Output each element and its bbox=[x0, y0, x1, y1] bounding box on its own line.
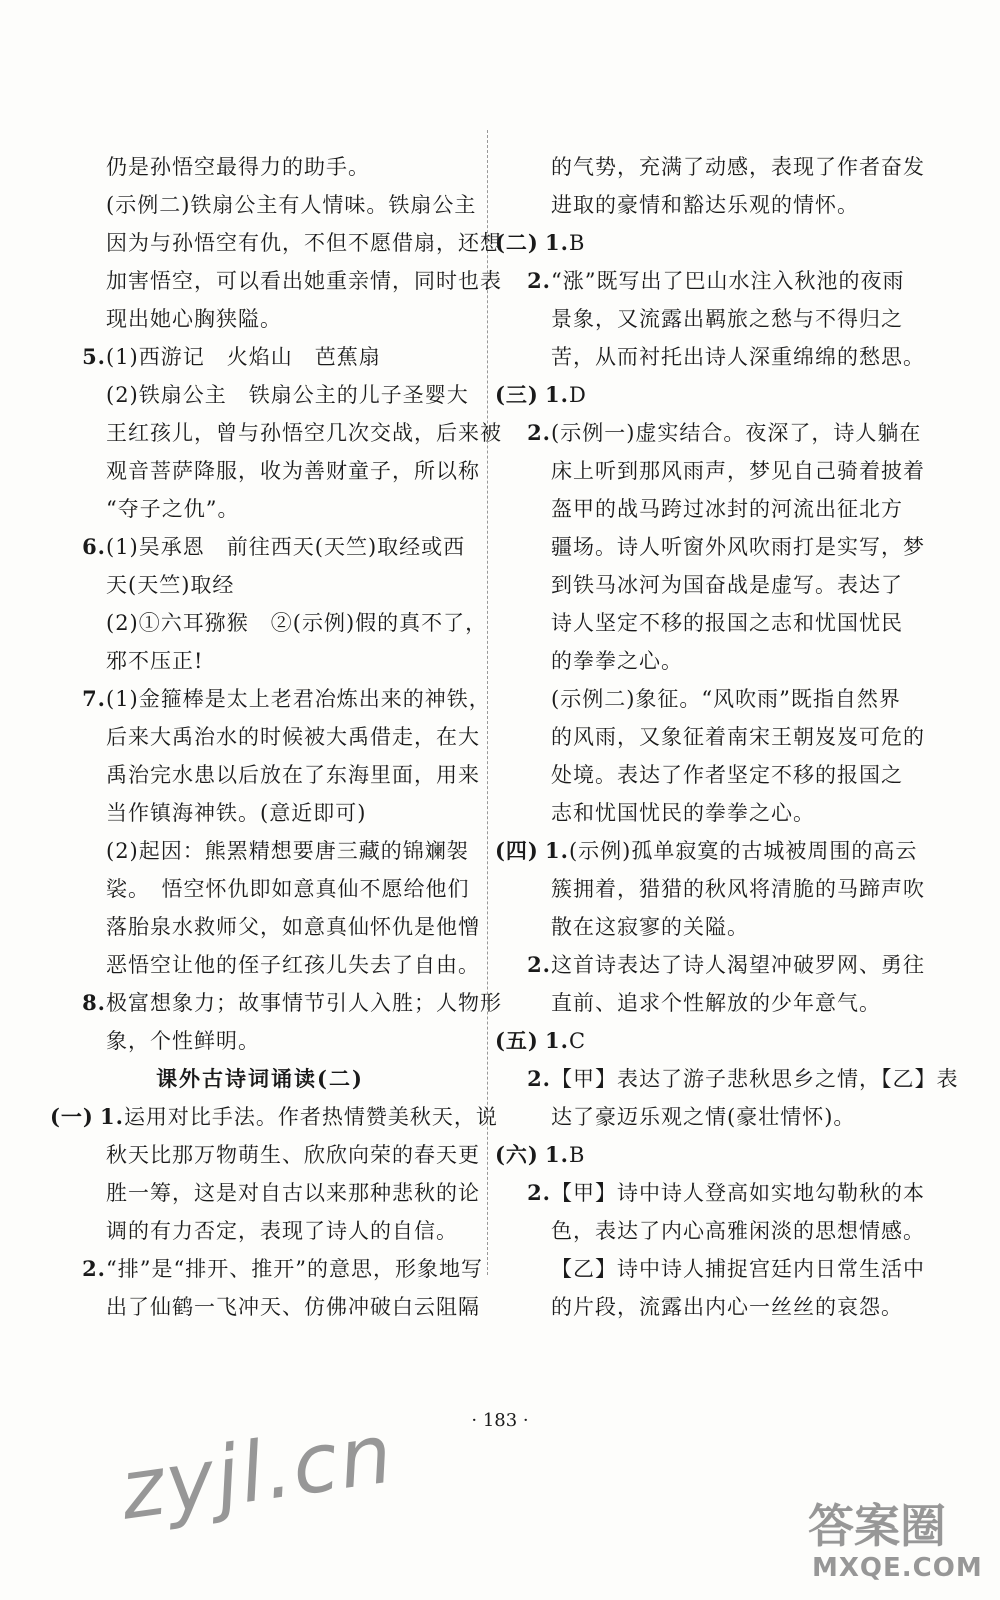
left-line bbox=[50, 1212, 470, 1250]
left-line bbox=[50, 680, 491, 718]
left-line bbox=[50, 452, 480, 490]
answer-text: (2)起因：熊罴精想要唐三藏的锦斓袈 bbox=[106, 839, 469, 863]
right-line bbox=[495, 224, 935, 262]
left-line bbox=[50, 148, 470, 186]
right-line bbox=[495, 1212, 935, 1250]
section-label: (一) bbox=[50, 1104, 94, 1129]
answer-text: 志和忧国忧民的拳拳之心。 bbox=[551, 801, 815, 825]
right-line bbox=[495, 718, 935, 756]
answer-text: 达了豪迈乐观之情(豪壮情怀)。 bbox=[551, 1105, 856, 1129]
answer-text: C bbox=[568, 1029, 587, 1053]
question-number: 2. bbox=[82, 1256, 106, 1281]
right-line bbox=[495, 148, 935, 186]
left-line bbox=[50, 490, 470, 528]
left-line bbox=[50, 1136, 480, 1174]
question-number: 2. bbox=[527, 420, 551, 445]
left-line bbox=[50, 528, 470, 566]
answer-text: (示例二)象征。“风吹雨”既指自然界 bbox=[551, 687, 901, 711]
right-line bbox=[495, 566, 935, 604]
left-line bbox=[50, 1250, 483, 1288]
question-number: 2. bbox=[527, 952, 551, 977]
answer-text: “夺子之仇”。 bbox=[106, 497, 240, 521]
left-line bbox=[50, 1098, 498, 1136]
left-line bbox=[50, 338, 470, 376]
right-line bbox=[495, 946, 935, 984]
right-line bbox=[495, 452, 935, 490]
left-line bbox=[50, 642, 470, 680]
answer-text: 加害悟空，可以看出她重亲情，同时也表 bbox=[106, 269, 502, 293]
answer-text: (示例)孤单寂寞的古城被周围的高云 bbox=[568, 839, 918, 863]
answer-text: 秋天比那万物萌生、欣欣向荣的春天更 bbox=[106, 1143, 480, 1167]
question-number: 2. bbox=[527, 1066, 551, 1091]
right-line bbox=[495, 1174, 935, 1212]
right-line bbox=[495, 414, 935, 452]
left-line bbox=[50, 1022, 470, 1060]
left-line bbox=[50, 566, 470, 604]
answer-text: 王红孩儿，曾与孙悟空几次交战，后来被 bbox=[106, 421, 502, 445]
right-line bbox=[495, 1250, 935, 1288]
answer-text: 【甲】表达了游子悲秋思乡之情，【乙】表 bbox=[551, 1067, 959, 1091]
answer-text: 诗人坚定不移的报国之志和忧国忧民 bbox=[551, 611, 903, 635]
question-number: 1. bbox=[545, 838, 569, 863]
right-line bbox=[495, 756, 935, 794]
left-line bbox=[50, 908, 480, 946]
left-line bbox=[50, 870, 470, 908]
left-line bbox=[50, 604, 488, 642]
left-column bbox=[50, 148, 502, 1326]
answer-text: 的片段，流露出内心一丝丝的哀怨。 bbox=[551, 1295, 903, 1319]
answer-text: 运用对比手法。作者热情赞美秋天，说 bbox=[123, 1105, 498, 1129]
left-line bbox=[50, 1288, 480, 1326]
answer-text: 禹治完水患以后放在了东海里面，用来 bbox=[106, 763, 480, 787]
question-number: 1. bbox=[545, 230, 569, 255]
right-line bbox=[495, 1136, 935, 1174]
answer-text: (1)西游记 火焰山 芭蕉扇 bbox=[106, 345, 381, 369]
right-line bbox=[495, 262, 935, 300]
question-number: 5. bbox=[82, 344, 106, 369]
answer-text: 恶悟空让他的侄子红孩儿失去了自由。 bbox=[106, 953, 480, 977]
right-line bbox=[495, 528, 935, 566]
answer-text: 极富想象力；故事情节引人入胜；人物形 bbox=[106, 991, 502, 1015]
right-line bbox=[495, 376, 935, 414]
answer-text: “涨”既写出了巴山水注入秋池的夜雨 bbox=[551, 269, 905, 293]
question-number: 2. bbox=[527, 268, 551, 293]
right-column bbox=[495, 148, 959, 1326]
answer-text: 处境。表达了作者坚定不移的报国之 bbox=[551, 763, 903, 787]
right-line bbox=[495, 1060, 959, 1098]
answer-text: 胜一筹，这是对自古以来那种悲秋的论 bbox=[106, 1181, 480, 1205]
answer-text: 到铁马冰河为国奋战是虚写。表达了 bbox=[551, 573, 903, 597]
right-line bbox=[495, 338, 935, 376]
question-number: 1. bbox=[545, 1028, 569, 1053]
question-number: 1. bbox=[545, 1142, 569, 1167]
answer-text: 散在这寂寥的关隘。 bbox=[551, 915, 749, 939]
right-line bbox=[495, 832, 935, 870]
answer-text: (示例一)虚实结合。夜深了，诗人躺在 bbox=[551, 421, 922, 445]
answer-text: 色，表达了内心高雅闲淡的思想情感。 bbox=[551, 1219, 925, 1243]
answer-text: (示例二)铁扇公主有人情味。铁扇公主 bbox=[106, 193, 477, 217]
left-line bbox=[50, 794, 470, 832]
answer-text: 【甲】诗中诗人登高如实地勾勒秋的本 bbox=[551, 1181, 925, 1205]
answer-text: B bbox=[568, 231, 586, 255]
right-line bbox=[495, 908, 935, 946]
right-line bbox=[495, 1288, 935, 1326]
question-number: 6. bbox=[82, 534, 106, 559]
answer-text: 苦，从而衬托出诗人深重绵绵的愁思。 bbox=[551, 345, 925, 369]
answer-text: (1)金箍棒是太上老君冶炼出来的神铁， bbox=[106, 687, 491, 711]
right-line bbox=[495, 642, 935, 680]
question-number: 8. bbox=[82, 990, 106, 1015]
right-line bbox=[495, 300, 935, 338]
answer-text: 直前、追求个性解放的少年意气。 bbox=[551, 991, 881, 1015]
left-line bbox=[50, 186, 477, 224]
left-line bbox=[50, 756, 480, 794]
answer-text: 落胎泉水救师父，如意真仙怀仇是他憎 bbox=[106, 915, 480, 939]
right-line bbox=[495, 604, 935, 642]
answer-text: (2)①六耳猕猴 ②(示例)假的真不了， bbox=[106, 611, 488, 635]
page-number: · 183 · bbox=[471, 1410, 529, 1431]
answer-text: 调的有力否定，表现了诗人的自信。 bbox=[106, 1219, 458, 1243]
answer-text: 现出她心胸狭隘。 bbox=[106, 307, 282, 331]
right-line bbox=[495, 680, 935, 718]
answer-text: 的风雨，又象征着南宋王朝岌岌可危的 bbox=[551, 725, 925, 749]
left-line bbox=[50, 984, 502, 1022]
right-line bbox=[495, 984, 935, 1022]
answer-text: 的拳拳之心。 bbox=[551, 649, 683, 673]
answer-text: 簇拥着，猎猎的秋风将清脆的马蹄声吹 bbox=[551, 877, 925, 901]
section-heading: 课外古诗词诵读(二) bbox=[156, 1066, 364, 1091]
answer-text: 天(天竺)取经 bbox=[106, 573, 235, 597]
left-line bbox=[50, 262, 502, 300]
watermark-zyjl: zyjl.cn bbox=[114, 1406, 400, 1539]
answer-text: D bbox=[568, 383, 587, 407]
answer-text: 仍是孙悟空最得力的助手。 bbox=[106, 155, 370, 179]
section-label: (三) bbox=[495, 382, 539, 407]
watermark-mxqe: MXQE.COM bbox=[812, 1553, 983, 1583]
right-line bbox=[495, 794, 935, 832]
answer-text: 这首诗表达了诗人渴望冲破罗网、勇往 bbox=[551, 953, 925, 977]
left-line bbox=[50, 832, 470, 870]
left-line bbox=[50, 1174, 480, 1212]
left-line bbox=[50, 376, 470, 414]
answer-text: 进取的豪情和豁达乐观的情怀。 bbox=[551, 193, 859, 217]
question-number: 1. bbox=[100, 1104, 124, 1129]
answer-text: 因为与孙悟空有仇，不但不愿借扇，还想 bbox=[106, 231, 502, 255]
right-line bbox=[495, 1098, 935, 1136]
answer-text: 【乙】诗中诗人捕捉宫廷内日常生活中 bbox=[551, 1257, 925, 1281]
question-number: 1. bbox=[545, 382, 569, 407]
answer-text: 裟。 悟空怀仇即如意真仙不愿给他们 bbox=[106, 877, 470, 901]
answer-text: 景象，又流露出羁旅之愁与不得归之 bbox=[551, 307, 903, 331]
answer-text: 出了仙鹤一飞冲天、仿佛冲破白云阻隔 bbox=[106, 1295, 480, 1319]
right-line bbox=[495, 1022, 935, 1060]
answer-text: “排”是“排开、推开”的意思，形象地写 bbox=[106, 1257, 483, 1281]
answer-text: 后来大禹治水的时候被大禹借走，在大 bbox=[106, 725, 480, 749]
answer-text: 观音菩萨降服，收为善财童子，所以称 bbox=[106, 459, 480, 483]
left-line bbox=[50, 718, 480, 756]
right-line bbox=[495, 870, 935, 908]
answer-text: B bbox=[568, 1143, 586, 1167]
question-number: 2. bbox=[527, 1180, 551, 1205]
section-label: (五) bbox=[495, 1028, 539, 1053]
answer-text: (2)铁扇公主 铁扇公主的儿子圣婴大 bbox=[106, 383, 469, 407]
left-line bbox=[50, 224, 502, 262]
section-label: (六) bbox=[495, 1142, 539, 1167]
section-label: (二) bbox=[495, 230, 539, 255]
left-line bbox=[50, 946, 480, 984]
answer-text: 盔甲的战马跨过冰封的河流出征北方 bbox=[551, 497, 903, 521]
watermark-daan: 答案圈 bbox=[808, 1499, 946, 1553]
right-line bbox=[495, 186, 935, 224]
answer-text: 的气势，充满了动感，表现了作者奋发 bbox=[551, 155, 925, 179]
left-line bbox=[50, 300, 470, 338]
right-line bbox=[495, 490, 935, 528]
answer-text: 当作镇海神铁。(意近即可) bbox=[106, 801, 367, 825]
answer-text: 象，个性鲜明。 bbox=[106, 1029, 260, 1053]
left-line bbox=[50, 414, 502, 452]
section-label: (四) bbox=[495, 838, 539, 863]
question-number: 7. bbox=[82, 686, 106, 711]
answer-text: 邪不压正! bbox=[106, 649, 204, 673]
answer-text: 床上听到那风雨声，梦见自己骑着披着 bbox=[551, 459, 925, 483]
answer-text: (1)吴承恩 前往西天(天竺)取经或西 bbox=[106, 535, 466, 559]
answer-text: 疆场。诗人听窗外风吹雨打是实写，梦 bbox=[551, 535, 925, 559]
